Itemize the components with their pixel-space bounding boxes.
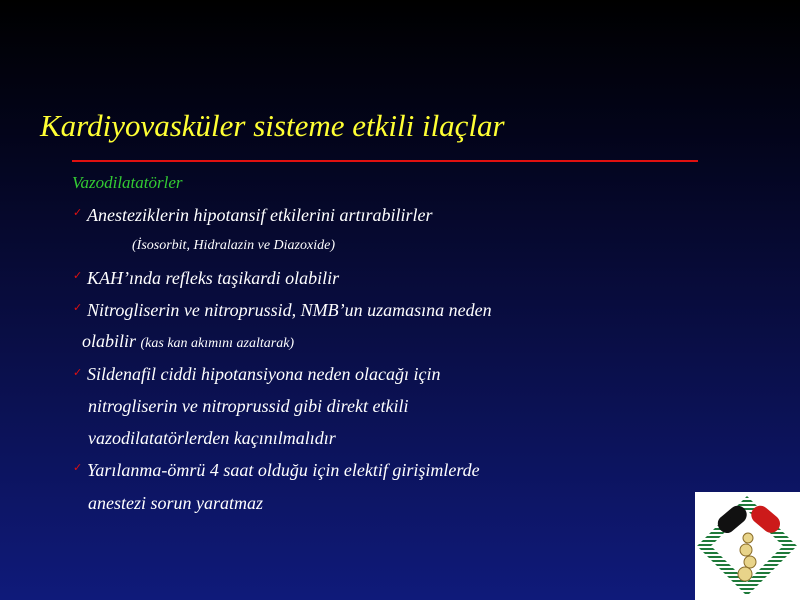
checkmark-icon: ✓ — [73, 269, 83, 282]
bullet-2-text: KAH’ında refleks taşikardi olabilir — [87, 268, 340, 288]
subheading: Vazodilatatörler — [72, 173, 183, 192]
slide-title: Kardiyovasküler sisteme etkili ilaçlar — [40, 108, 505, 143]
title-divider — [72, 160, 698, 162]
bullet-3-line-2 — [82, 331, 294, 352]
bullet-4-line-2: nitrogliserin ve nitroprussid gibi direkt etkili — [88, 396, 409, 416]
checkmark-icon: ✓ — [73, 206, 83, 219]
bullet-5-line-2: anestezi sorun yaratmaz — [88, 493, 263, 513]
bullet-1-note: (İsosorbit, Hidralazin ve Diazoxide) — [132, 238, 335, 253]
bullet-3-line-1: Nitrogliserin ve nitroprussid, NMB’un uzamasına neden — [87, 300, 492, 320]
bullet-4-line-3: vazodilatatörlerden kaçınılmalıdır — [88, 428, 336, 448]
bullet-3-note: (kas kan akımını azaltarak) — [140, 336, 295, 351]
checkmark-icon: ✓ — [73, 461, 83, 474]
bullet-5-line-1: Yarılanma-ömrü 4 saat olduğu için elektif girişimlerde — [87, 460, 480, 480]
checkmark-icon: ✓ — [73, 301, 83, 314]
checkmark-icon: ✓ — [73, 366, 83, 379]
pharmacy-logo-icon — [695, 492, 800, 600]
bullet-1-text: Anesteziklerin hipotansif etkilerini artırabilirler — [87, 205, 433, 225]
bullet-3-line-2-text: olabilir — [82, 331, 137, 351]
bullet-4-line-1: Sildenafil ciddi hipotansiyona neden olacağı için — [87, 364, 441, 384]
